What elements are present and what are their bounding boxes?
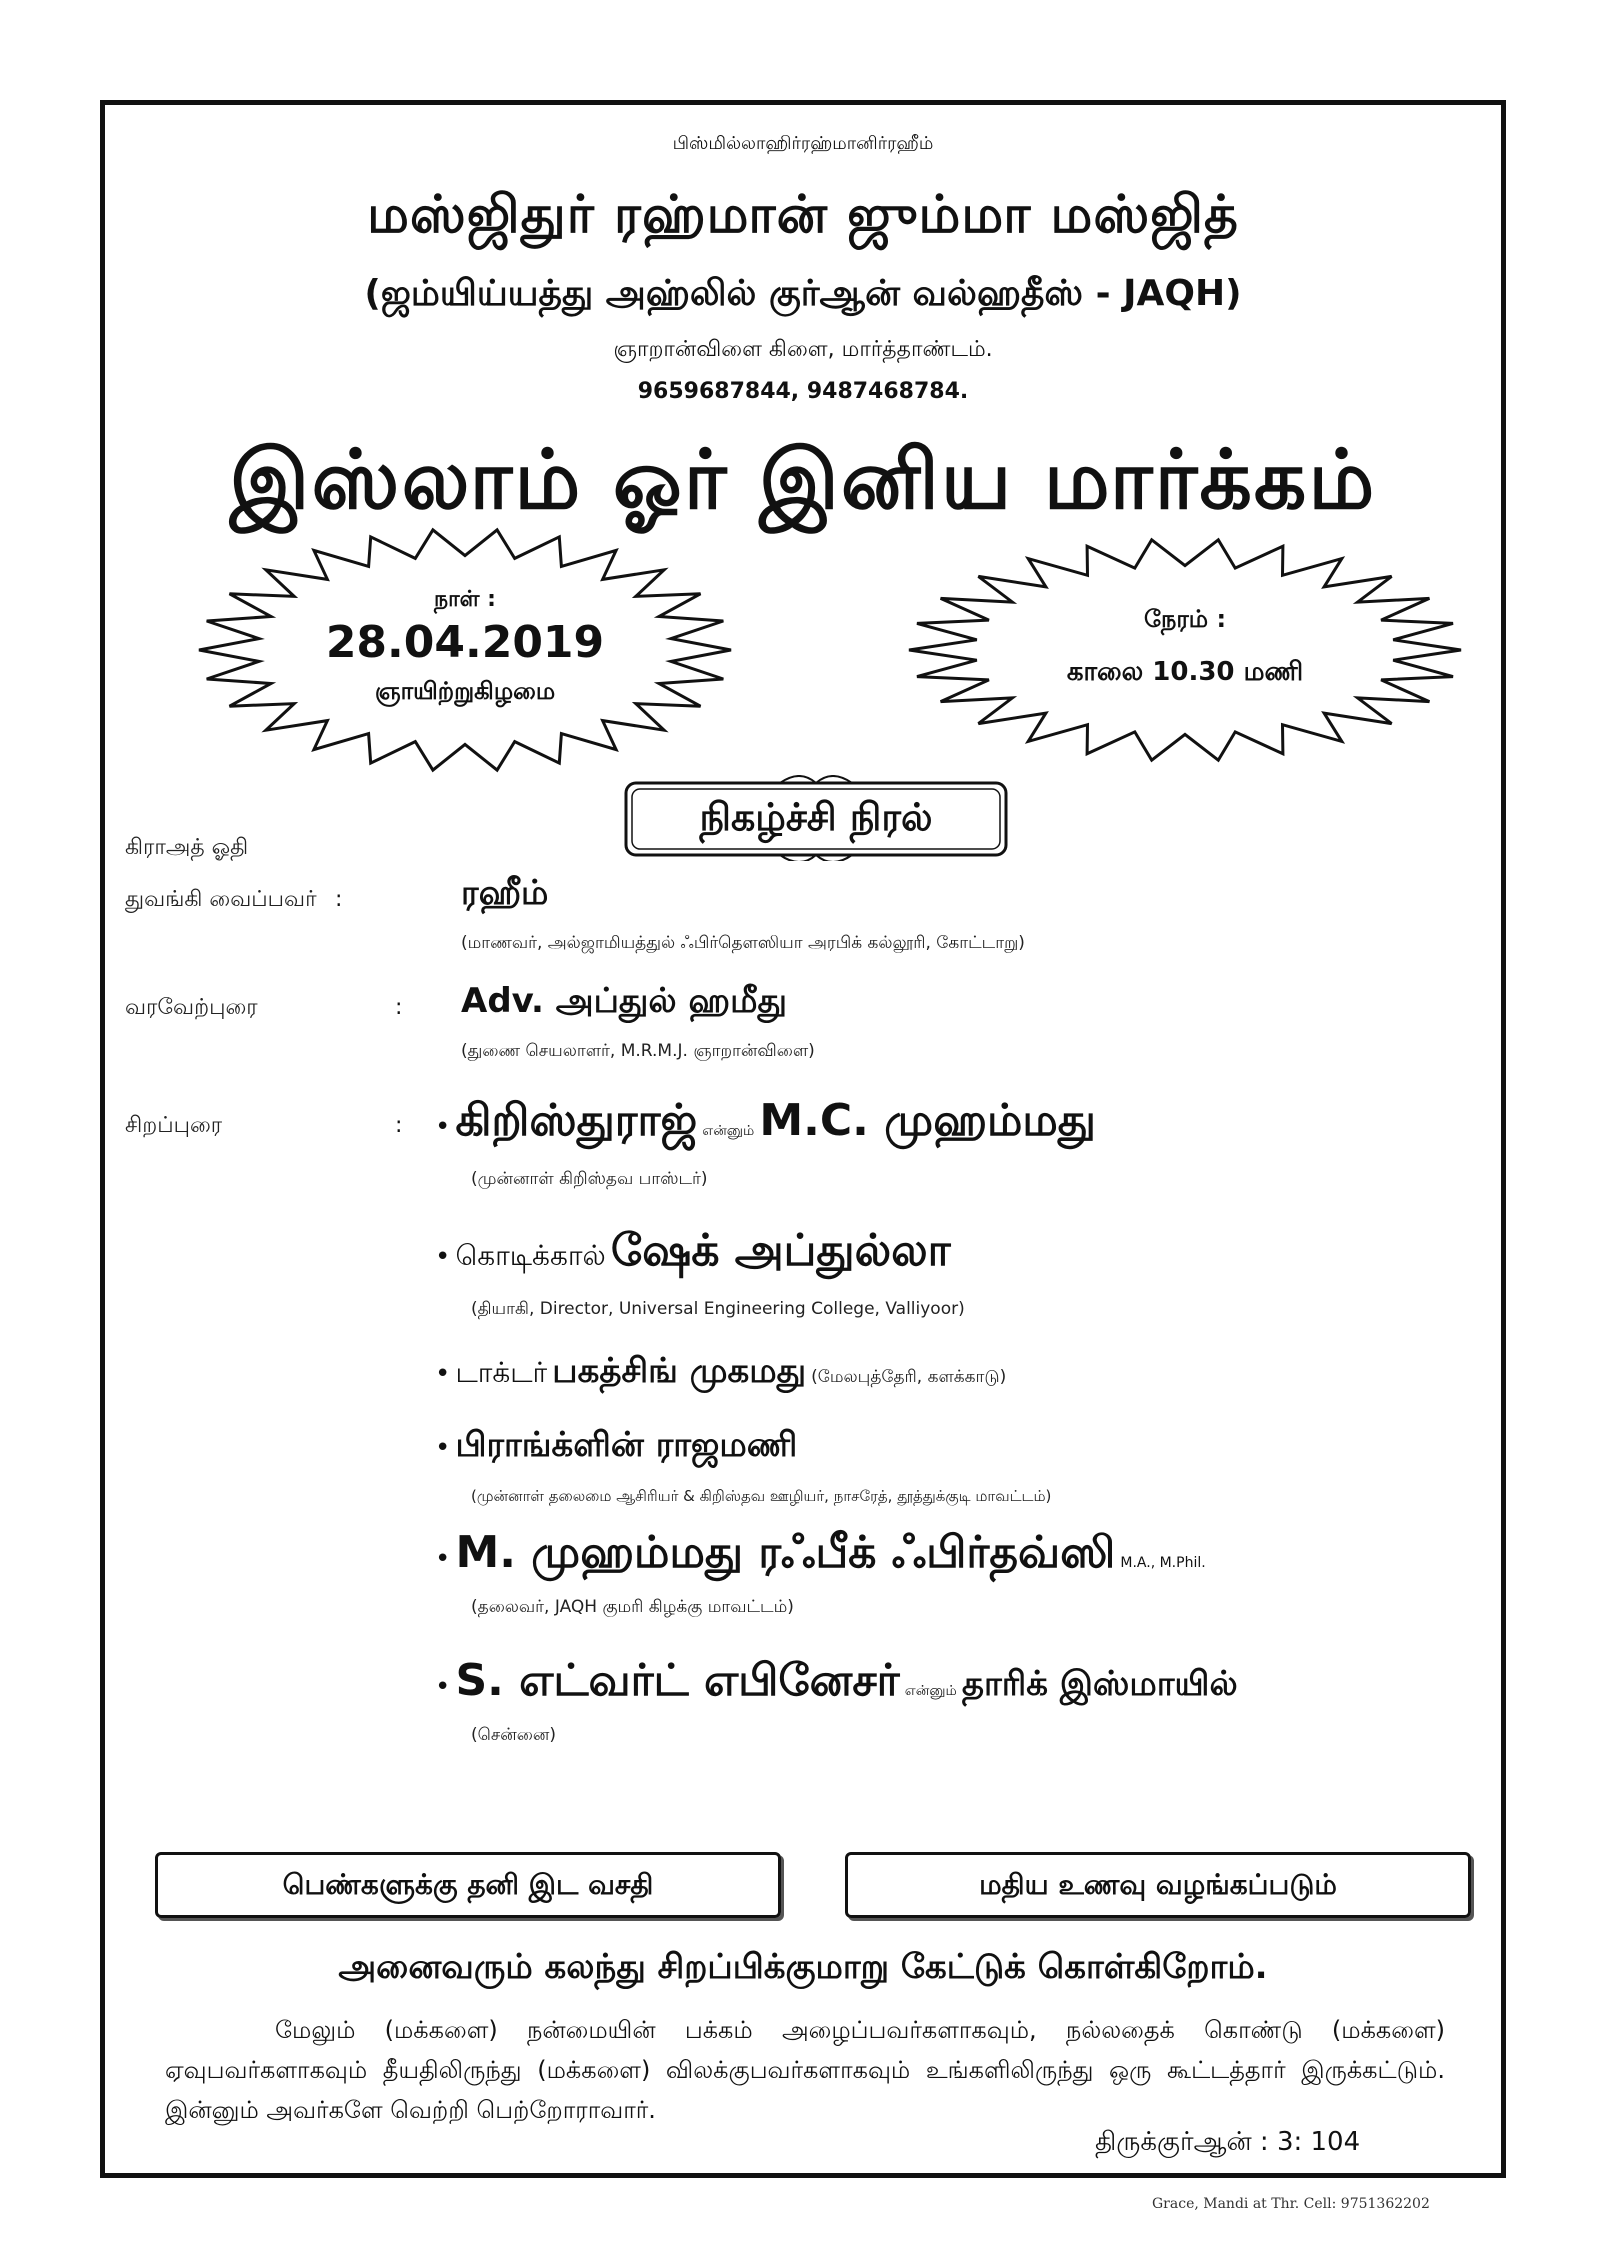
lunch-box: மதிய உணவு வழங்கப்படும் — [845, 1852, 1471, 1918]
speaker-1-prename: கிறிஸ்துராஜ் — [455, 1095, 698, 1146]
time-burst — [905, 535, 1465, 765]
invitation-text: அனைவரும் கலந்து சிறப்பிக்குமாறு கேட்டுக் கொள்கிறோம். — [338, 1947, 1268, 1987]
bullet-icon: • — [435, 1544, 451, 1574]
speaker-4-note: (முன்னாள் தலைமை ஆசிரியர் & கிறிஸ்தவ ஊழியர், நாசரேத், தூத்துக்குடி மாவட்டம்) — [471, 1487, 1052, 1505]
program-heading: நிகழ்ச்சி நிரல் — [699, 795, 933, 839]
speaker-2-note: (தியாகி, Director, Universal Engineering College, Valliyoor) — [471, 1299, 965, 1319]
bismillah-text: பிஸ்மில்லாஹிர்ரஹ்மானிர்ரஹீம் — [672, 133, 934, 154]
qirat-label: கிராஅத் ஓதி — [125, 835, 249, 860]
speaker-6-name: S. எட்வர்ட் எபினேசர் — [455, 1655, 900, 1706]
masjid-name: மஸ்ஜிதுர் ரஹ்மான் ஜும்மா மஸ்ஜித் — [367, 185, 1239, 245]
speaker-1-name: M.C. முஹம்மது — [759, 1095, 1096, 1146]
speaker-5-note: (தலைவர், JAQH குமரி கிழக்கு மாவட்டம்) — [471, 1597, 794, 1617]
event-title: இஸ்லாம் ஓர் இனிய மார்க்கம் — [229, 433, 1377, 528]
special-colon: : — [395, 1113, 403, 1138]
branch-location: ஞாறான்விளை கிளை, மார்த்தாண்டம். — [613, 337, 993, 362]
welcome-colon: : — [395, 995, 403, 1020]
welcome-name: Adv. அப்துல் ஹமீது — [461, 981, 788, 1021]
welcome-note: (துணை செயலாளர், M.R.M.J. ஞாறான்விளை) — [461, 1041, 815, 1061]
speaker-5-name: M. முஹம்மது ரஃபீக் ஃபிர்தவ்ஸி — [455, 1527, 1116, 1578]
special-label: சிறப்புரை — [125, 1113, 223, 1138]
speaker-1-connector: என்னும் — [702, 1123, 755, 1139]
event-date: 28.04.2019 — [325, 617, 605, 668]
quran-verse: மேலும் (மக்களை) நன்மையின் பக்கம் அழைப்பவர்களாகவும், நல்லதைக் கொண்டு (மக்களை) ஏவுபவர்களாகவும் தீயதிலிருந்து (மக்களை) விலக்குபவர்களாகவும் உங்களிலிருந்து ஒரு கூட்டத்தார் இருக்கட்டும். இன்னும் அவர்களே வெற்றி பெற்றோராவார். — [165, 2016, 1445, 2124]
phone-numbers: 9659687844, 9487468784. — [637, 379, 969, 404]
bullet-icon: • — [435, 1433, 451, 1463]
speaker-4-name: பிராங்க்ளின் ராஜமணி — [455, 1425, 798, 1465]
speaker-3-note: (மேலபுத்தேரி, களக்காடு) — [811, 1367, 1007, 1387]
speaker-3-prename: டாக்டர் — [455, 1356, 548, 1389]
poster-frame — [100, 100, 1506, 2178]
speaker-5-degree: M.A., M.Phil. — [1120, 1555, 1206, 1571]
verse-reference: திருக்குர்ஆன் : 3: 104 — [1095, 2127, 1361, 2157]
speaker-6 — [435, 1655, 1238, 1712]
speaker-2-prename: கொடிக்கால் — [455, 1239, 606, 1272]
bullet-icon: • — [435, 1672, 451, 1702]
event-day: ஞாயிற்றுகிழமை — [374, 677, 556, 705]
opening-note: (மாணவர், அல்ஜாமியத்துல் ஃபிர்தௌஸியா அரபிக் கல்லூரி, கோட்டாறு) — [461, 933, 1025, 953]
time-burst-shape — [905, 535, 1465, 765]
date-burst — [195, 525, 735, 775]
speaker-3 — [435, 1351, 1006, 1395]
speaker-6-note: (சென்னை) — [471, 1725, 556, 1745]
speaker-1-note: (முன்னாள் கிறிஸ்தவ பாஸ்டர்) — [471, 1169, 708, 1189]
speaker-3-name: பகத்சிங் முகமது — [552, 1351, 807, 1391]
speaker-6-name2: தாரிக் இஸ்மாயில் — [961, 1664, 1238, 1704]
speaker-4 — [435, 1425, 797, 1469]
welcome-label: வரவேற்புரை — [125, 995, 258, 1020]
speaker-2 — [435, 1225, 951, 1282]
ladies-facility-box: பெண்களுக்கு தனி இட வசதி — [155, 1852, 781, 1918]
opening-name: ரஹீம் — [461, 873, 549, 913]
bullet-icon: • — [435, 1112, 451, 1142]
organization-name: (ஜம்யிய்யத்து அஹ்லில் குர்ஆன் வல்ஹதீஸ் - JAQH) — [364, 273, 1242, 314]
speaker-5 — [435, 1527, 1206, 1584]
opening-colon: : — [335, 887, 343, 912]
printer-credit: Grace, Mandi at Thr. Cell: 9751362202 — [1152, 2196, 1430, 2212]
bullet-icon: • — [435, 1242, 451, 1272]
program-heading-box — [620, 775, 1012, 861]
event-time: காலை 10.30 மணி — [1066, 657, 1304, 687]
speaker-1 — [435, 1095, 1096, 1152]
time-label: நேரம் : — [1143, 605, 1227, 633]
bullet-icon: • — [435, 1359, 451, 1389]
speaker-2-name: ஷேக் அப்துல்லா — [610, 1225, 951, 1276]
date-label: நாள் : — [434, 587, 496, 612]
speaker-6-connector: என்னும் — [904, 1683, 957, 1699]
opening-label: துவங்கி வைப்பவர் — [125, 887, 317, 912]
